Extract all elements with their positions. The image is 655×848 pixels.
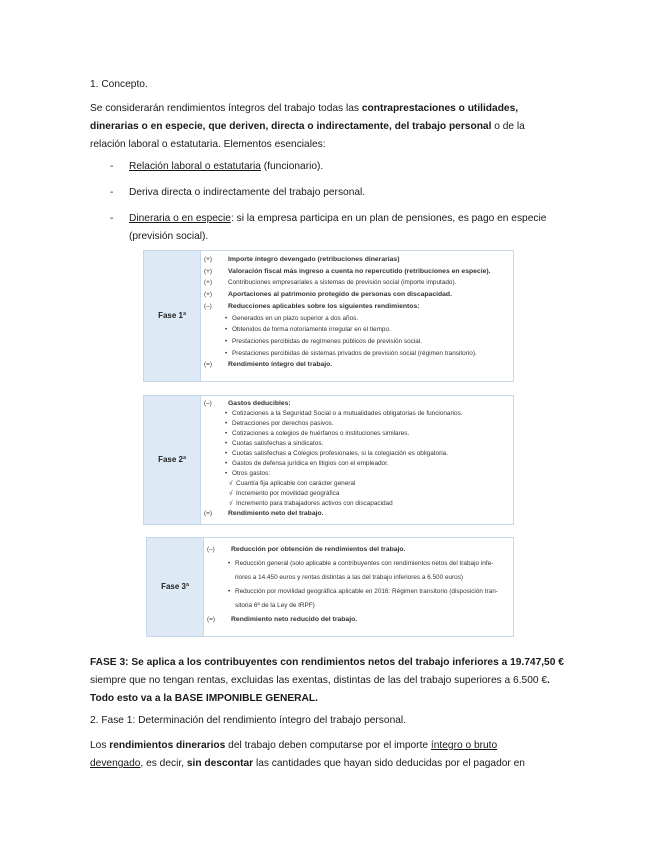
phase-line-text: Reducción por movilidad geográfica aplicable en 2016: Régimen transitorio (disposición tran- (235, 588, 498, 595)
s2-text-f: sin descontar (186, 758, 254, 769)
phase-line-symbol: √ (229, 480, 233, 487)
phase-line-text: Gastos de defensa jurídica en litigios con el empleador. (232, 460, 389, 467)
bullet-rest: : si la empresa participa en un plan de pensiones, es pago en especie (previsión social). (129, 213, 547, 242)
phase-line-text: Rendimiento íntegro del trabajo. (228, 361, 333, 369)
phase-line-text: Reducción por obtención de rendimientos del trabajo. (231, 546, 406, 553)
s2-text-e: , es decir, (140, 758, 187, 769)
phase-line-symbol: • (225, 314, 228, 322)
phase-line-symbol: (–) (204, 400, 212, 407)
fase-2-label: Fase 2ª (144, 396, 201, 524)
phase-line-symbol: • (225, 349, 228, 357)
bullet-rest: Deriva directa o indirectamente del trabajo personal. (129, 187, 366, 198)
phase-line-symbol: • (225, 337, 228, 345)
phase-line-symbol: • (225, 470, 228, 477)
concept-text-c: o de la relación laboral o estatutaria. Elementos esenciales: (90, 121, 525, 150)
bullet-item (129, 184, 569, 202)
fase-1-label: Fase 1ª (144, 251, 201, 381)
phase-line-symbol: • (225, 460, 228, 467)
section-1-heading: 1. Concepto. (90, 79, 148, 90)
phase-line-text: Rendimiento neto del trabajo. (228, 510, 324, 517)
fase-3-table (146, 537, 514, 637)
bullet-rest: (funcionario). (260, 161, 324, 172)
phase-line-symbol: (+) (204, 279, 212, 287)
bullet-dash: - (110, 187, 114, 198)
bullet-underlined: Relación laboral o estatutaria (129, 161, 261, 172)
bullet-item (129, 158, 569, 176)
phase-line-text: Incremento para trabajadores activos con discapacidad (236, 500, 393, 507)
s2-text-a: Los (90, 740, 110, 751)
bullet-dash: - (110, 161, 114, 172)
fase-2-content (201, 396, 513, 524)
fase-3-label-text: FASE 3 (90, 657, 126, 668)
fase-2-table (143, 395, 514, 525)
phase-line-symbol: (–) (204, 302, 212, 310)
fase-1-table (143, 250, 514, 382)
phase-line-text: Otros gastos: (232, 470, 271, 477)
phase-line-text: Generados en un plazo superior a dos años. (232, 314, 359, 322)
phase-line-text: Incremento por movilidad geográfica (236, 490, 340, 497)
phase-line-symbol: • (225, 440, 228, 447)
phase-line-symbol: √ (229, 490, 233, 497)
section-2-heading: 2. Fase 1: Determinación del rendimiento íntegro del trabajo personal. (90, 715, 406, 726)
phase-line-text: Cuotas satisfechas a Colegios profesionales, si la colegiación es obligatoria. (232, 450, 448, 457)
fase-3-text-b: : Se aplica a los contribuyentes con rendimientos netos del trabajo inferiores a 19.747,50 € (125, 657, 564, 668)
phase-line-text: Contribuciones empresariales a sistemas de previsión social (importe imputado). (228, 279, 457, 287)
phase-line-symbol: (+) (204, 256, 212, 263)
phase-line-text: Prestaciones percibidas de regímenes públicos de previsión social. (232, 337, 423, 345)
concept-text-bold: contraprestaciones o utilidades, dinerarias o en especie, que deriven, directa o indirectamente, del trabajo personal (90, 103, 519, 132)
phase-line-text: Cuantía fija aplicable con carácter general (236, 480, 356, 487)
phase-line-symbol: (–) (207, 546, 215, 553)
phase-line-symbol: (+) (204, 267, 212, 275)
phase-line-symbol: • (225, 326, 228, 334)
phase-line-text: Valoración fiscal más ingreso a cuenta no repercutido (retribuciones en especie). (228, 267, 491, 275)
concept-text-a: Se considerarán rendimientos íntegros del trabajo todas las (90, 103, 362, 114)
phase-line-symbol: (=) (204, 361, 212, 369)
s2-text-g: las cantidades que hayan sido deducidas por el pagador en (253, 758, 525, 769)
phase-line-symbol: • (225, 430, 228, 437)
phase-line-text: Aportaciones al patrimonio protegido de personas con discapacidad. (228, 291, 452, 299)
s2-text-b: rendimientos dinerarios (109, 740, 226, 751)
bullet-item (129, 210, 569, 246)
phase-line-text: Gastos deducibles: (228, 400, 291, 407)
phase-line-text: Importe íntegro devengado (retribuciones dinerarias) (228, 256, 400, 263)
phase-line-symbol: (+) (204, 291, 212, 299)
phase-line-symbol: (=) (204, 510, 212, 517)
phase-line-text: Rendimiento neto reducido del trabajo. (231, 616, 358, 623)
phase-line-symbol: • (225, 420, 228, 427)
section-2-paragraph (90, 737, 548, 773)
phase-line-symbol: • (225, 450, 228, 457)
phase-line-symbol: √ (229, 500, 233, 507)
phase-line-symbol: • (225, 410, 228, 417)
phase-line-text: Cotizaciones a la Seguridad Social o a mutualidades obligatorias de funcionarios. (232, 410, 463, 417)
s2-text-d: íntegro o bruto devengado (90, 740, 498, 769)
fase-1-content (201, 251, 513, 381)
phase-line-symbol: • (228, 588, 231, 595)
phase-line-text: Cotizaciones a colegios de huérfanos o instituciones similares. (232, 430, 410, 437)
s2-text-c: del trabajo deben computarse por el importe (225, 740, 431, 751)
fase-3-text-d: . Todo esto va a la BASE IMPONIBLE GENERAL. (90, 675, 550, 704)
phase-line-text: sitoria 6ª de la Ley de IRPF) (235, 602, 315, 609)
bullet-dash: - (110, 213, 114, 224)
phase-line-text: Reducción general (solo aplicable a contribuyentes con rendimientos netos del trabajo infe- (235, 560, 494, 567)
phase-line-symbol: (=) (207, 616, 215, 623)
bullet-underlined: Dineraria o en especie (129, 213, 231, 224)
phase-line-text: Cuotas satisfechas a sindicatos. (232, 440, 324, 447)
phase-line-text: Reducciones aplicables sobre los siguientes rendimientos: (228, 302, 420, 310)
phase-line-symbol: • (228, 560, 231, 567)
phase-line-text: Prestaciones percibidas de sistemas privados de previsión social (régimen transitorio). (232, 349, 477, 357)
fase-3-paragraph (90, 654, 570, 708)
fase-3-content (204, 538, 513, 636)
fase-3-text-c: siempre que no tengan rentas, excluidas las exentas, distintas de las del trabajo superiores a 6.500 € (90, 675, 548, 686)
concept-paragraph (90, 100, 552, 154)
phase-line-text: Obtenidos de forma notoriamente irregular en el tiempo. (232, 326, 391, 334)
phase-line-text: riores a 14.450 euros y rentas distintas a las del trabajo inferiores a 6.500 euros) (235, 574, 464, 581)
fase-3-label: Fase 3ª (147, 538, 204, 636)
phase-line-text: Detracciones por derechos pasivos. (232, 420, 334, 427)
